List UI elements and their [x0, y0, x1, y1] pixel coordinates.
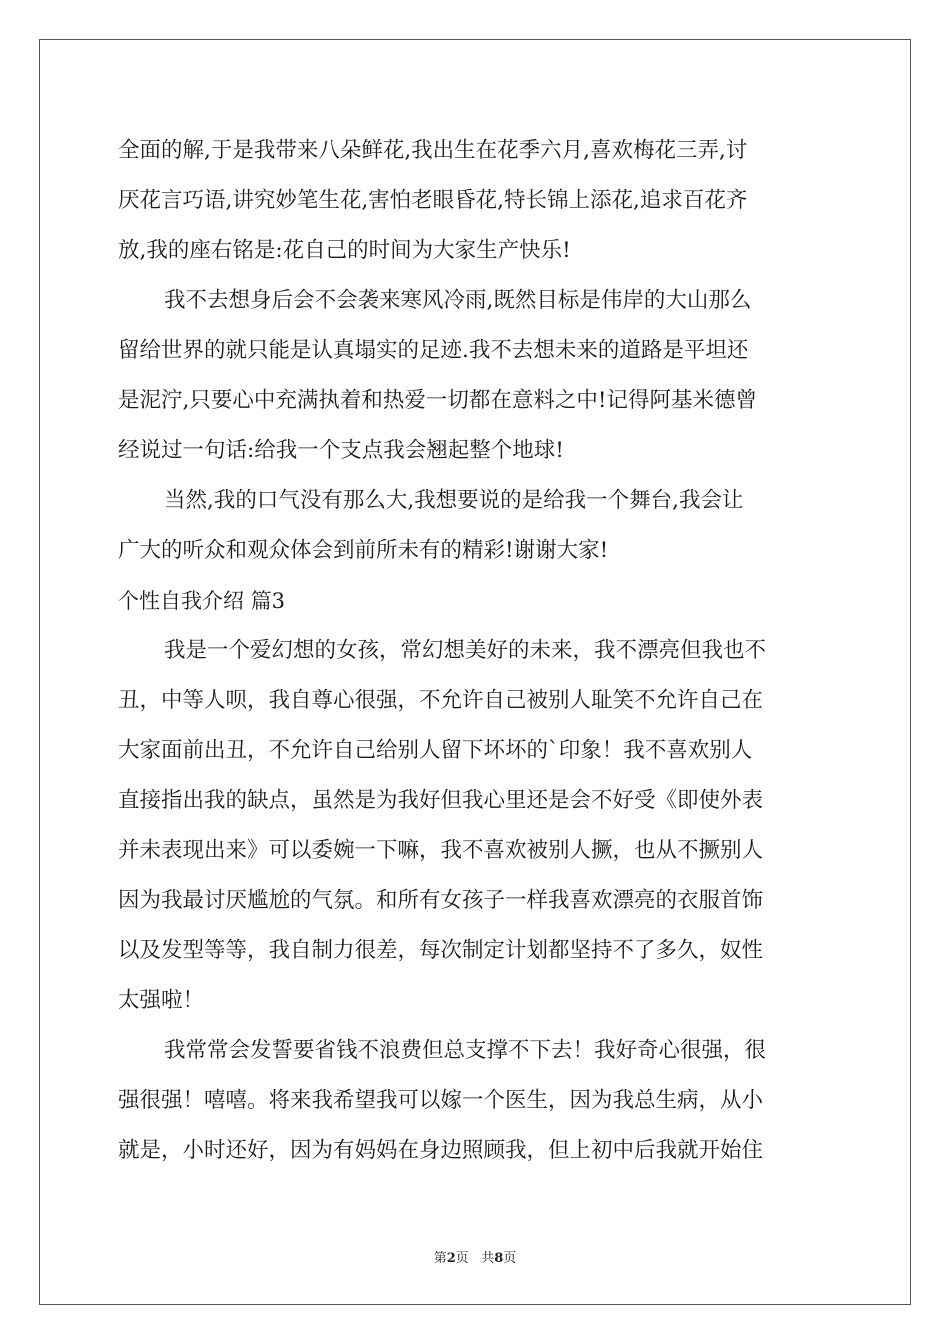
- paragraph-start-line: 我不去想身后会不会袭来寒风冷雨,既然目标是伟岸的大山那么: [164, 288, 752, 313]
- text-line: 就是，小时还好，因为有妈妈在身边照顾我，但上初中后我就开始住: [118, 1138, 764, 1163]
- paragraph-start-line: 我是一个爱幻想的女孩，常幻想美好的未来，我不漂亮但我也不: [164, 638, 767, 663]
- page-label-suffix: 页: [455, 1251, 469, 1266]
- text-line: 直接指出我的缺点，虽然是为我好但我心里还是会不好受《即使外表: [118, 788, 764, 813]
- section-heading: 个性自我介绍 篇3: [118, 589, 286, 613]
- text-line: 太强啦！: [118, 988, 205, 1013]
- text-line: 丑，中等人呗，我自尊心很强，不允许自己被别人耻笑不允许自己在: [118, 688, 764, 713]
- text-line: 是泥泞,只要心中充满执着和热爱一切都在意料之中!记得阿基米德曾: [118, 388, 757, 413]
- text-line: 留给世界的就只能是认真塌实的足迹.我不去想未来的道路是平坦还: [118, 338, 749, 363]
- total-label-suffix: 页: [503, 1251, 517, 1266]
- text-line: 大家面前出丑，不允许自己给别人留下坏坏的`印象！我不喜欢别人: [118, 738, 753, 763]
- page-number: 2: [446, 1251, 456, 1266]
- text-line: 经说过一句话:给我一个支点我会翘起整个地球!: [118, 438, 564, 463]
- text-line: 放,我的座右铭是:花自己的时间为大家生产快乐!: [118, 238, 571, 263]
- page-footer: [0, 1247, 950, 1266]
- text-line: 强很强！嘻嘻。将来我希望我可以嫁一个医生，因为我总生病，从小: [118, 1088, 764, 1113]
- text-line: 广大的听众和观众体会到前所未有的精彩!谢谢大家!: [118, 538, 609, 563]
- document-body: [118, 126, 834, 1176]
- page-label-prefix: 第: [433, 1251, 447, 1266]
- text-line: 以及发型等等，我自制力很差，每次制定计划都坚持不了多久，奴性: [118, 938, 764, 963]
- text-line: 全面的解,于是我带来八朵鲜花,我出生在花季六月,喜欢梅花三弄,讨: [118, 138, 748, 163]
- text-line: 并未表现出来》可以委婉一下嘛，我不喜欢被别人撅，也从不撅别人: [118, 838, 764, 863]
- paragraph-start-line: 当然,我的口气没有那么大,我想要说的是给我一个舞台,我会让: [164, 488, 744, 513]
- total-label-prefix: 共: [481, 1251, 495, 1266]
- paragraph-start-line: 我常常会发誓要省钱不浪费但总支撑不下去！我好奇心很强，很: [164, 1038, 767, 1063]
- total-pages: 8: [494, 1251, 504, 1266]
- text-line: 因为我最讨厌尴尬的气氛。和所有女孩子一样我喜欢漂亮的衣服首饰: [118, 888, 764, 913]
- text-line: 厌花言巧语,讲究妙笔生花,害怕老眼昏花,特长锦上添花,追求百花齐: [118, 188, 748, 213]
